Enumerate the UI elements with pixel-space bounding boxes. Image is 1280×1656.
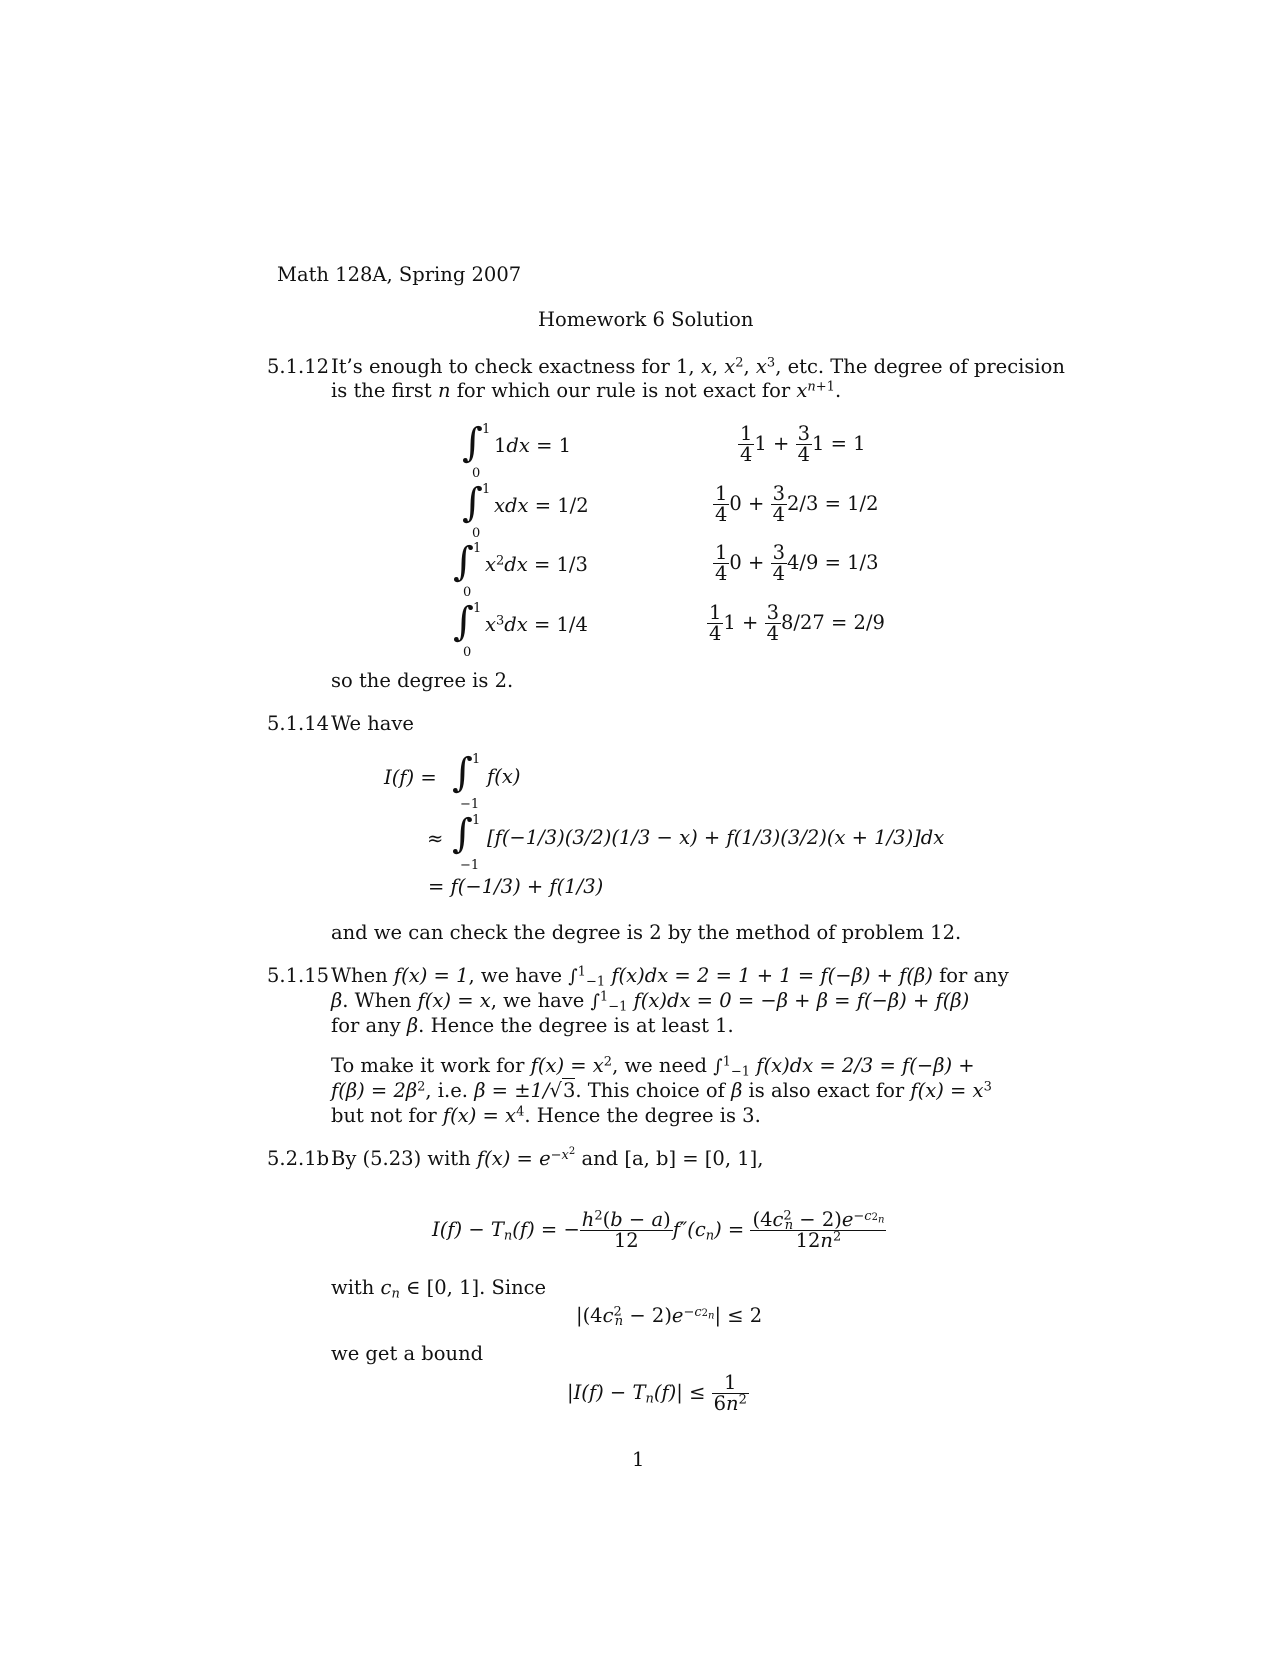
problem-label-5-2-1b: 5.2.1b	[267, 1147, 330, 1170]
integral-row-2: ∫ 1 0 xdx = 1/2	[462, 480, 589, 541]
rule-row-4: $\frac{1}{4}$ 1 + $\frac{3}{4}$ 8/27 = 2/9	[709, 601, 885, 645]
page-number: 1	[632, 1448, 645, 1471]
approx-result: = f(−1/3) + f(1/3)	[428, 875, 604, 898]
bound-inequality-1: $|(4c^2_n - 2)e^{-c2_n}| \le 2$	[576, 1304, 763, 1330]
problem-label-5-1-12: 5.1.12	[267, 355, 330, 378]
problem-5-1-15-line-2: β. When f(x) = x, we have ∫$^1_{-1}$ f(x)dx = 0 = −β + β = f(−β) + f(β)	[331, 989, 970, 1015]
problem-label-5-1-14: 5.1.14	[267, 712, 330, 735]
course-header: Math 128A, Spring 2007	[277, 263, 522, 286]
page-title: Homework 6 Solution	[538, 308, 754, 331]
problem-5-1-14-intro: We have	[331, 712, 414, 735]
problem-5-1-12-conclusion: so the degree is 2.	[331, 669, 514, 692]
integral-approximation: ∫ 1 −1 [f(−1/3)(3/2)(1/3 − x) + f(1/3)(3/2)(x + 1/3)]dx	[452, 811, 945, 873]
problem-5-1-15-line-4: To make it work for $f(x) = x^2$, we need ∫$^1_{-1}$ f(x)dx = 2/3 = f(−β) +	[331, 1054, 975, 1080]
integral-f-of-x: ∫ 1 −1 f(x)	[452, 750, 521, 812]
problem-5-2-1b-intro: By (5.23) with $f(x) = e^{-x^2}$ and [a, b] = [0, 1],	[331, 1145, 764, 1170]
problem-5-1-12-line-1: It’s enough to check exactness for 1, x, $x^2$, $x^3$, etc. The degree of precision	[331, 355, 1065, 378]
rule-row-1: $\frac{1}{4}$ 1 + $\frac{3}{4}$ 1 = 1	[740, 422, 866, 466]
problem-label-5-1-15: 5.1.15	[267, 964, 330, 987]
problem-5-1-12-line-2: is the first n for which our rule is not exact for $x^{n+1}$.	[331, 379, 842, 402]
problem-5-1-15-line-3: for any β. Hence the degree is at least 1.	[331, 1014, 734, 1037]
if-equals: I(f) =	[384, 766, 437, 789]
problem-5-1-14-after: and we can check the degree is 2 by the method of problem 12.	[331, 921, 962, 944]
rule-row-2: $\frac{1}{4}$ 0 + $\frac{3}{4}$ 2/3 = 1/2	[715, 482, 879, 526]
integral-row-4: ∫ 1 0 $x^3dx = 1/4$	[453, 599, 588, 660]
problem-5-1-15-line-1: When f(x) = 1, we have ∫$^1_{-1}$ f(x)dx = 2 = 1 + 1 = f(−β) + f(β) for any	[331, 964, 1009, 990]
problem-5-1-15-line-5: $f(\beta) = 2\beta^2$, i.e. β = ±1/√3. This choice of β is also exact for $f(x) = x^3$	[331, 1079, 992, 1102]
integral-row-1: ∫ 1 0 1dx = 1	[462, 420, 572, 481]
problem-5-1-15-line-6: but not for $f(x) = x^4$. Hence the degree is 3.	[331, 1104, 761, 1127]
problem-5-2-1b-with: with $c_n$ ∈ [0, 1]. Since	[331, 1276, 547, 1302]
problem-5-2-1b-get-bound: we get a bound	[331, 1342, 484, 1365]
bound-inequality-2: $|I(f) - T_n(f)|$ ≤ $\frac{1}{6n^2}$	[567, 1371, 747, 1415]
integral-row-3: ∫ 1 0 $x^2dx = 1/3$	[453, 539, 588, 600]
trapezoid-error-equation: $I(f) - T_n(f)$ = − $\frac{h^2(b - a)}{12}$ $f''(c_n)$ = $\frac{(4c^2_n - 2)e^{-c2_n}}{12n^2}$	[432, 1208, 885, 1252]
rule-row-3: $\frac{1}{4}$ 0 + $\frac{3}{4}$ 4/9 = 1/3	[715, 541, 879, 585]
